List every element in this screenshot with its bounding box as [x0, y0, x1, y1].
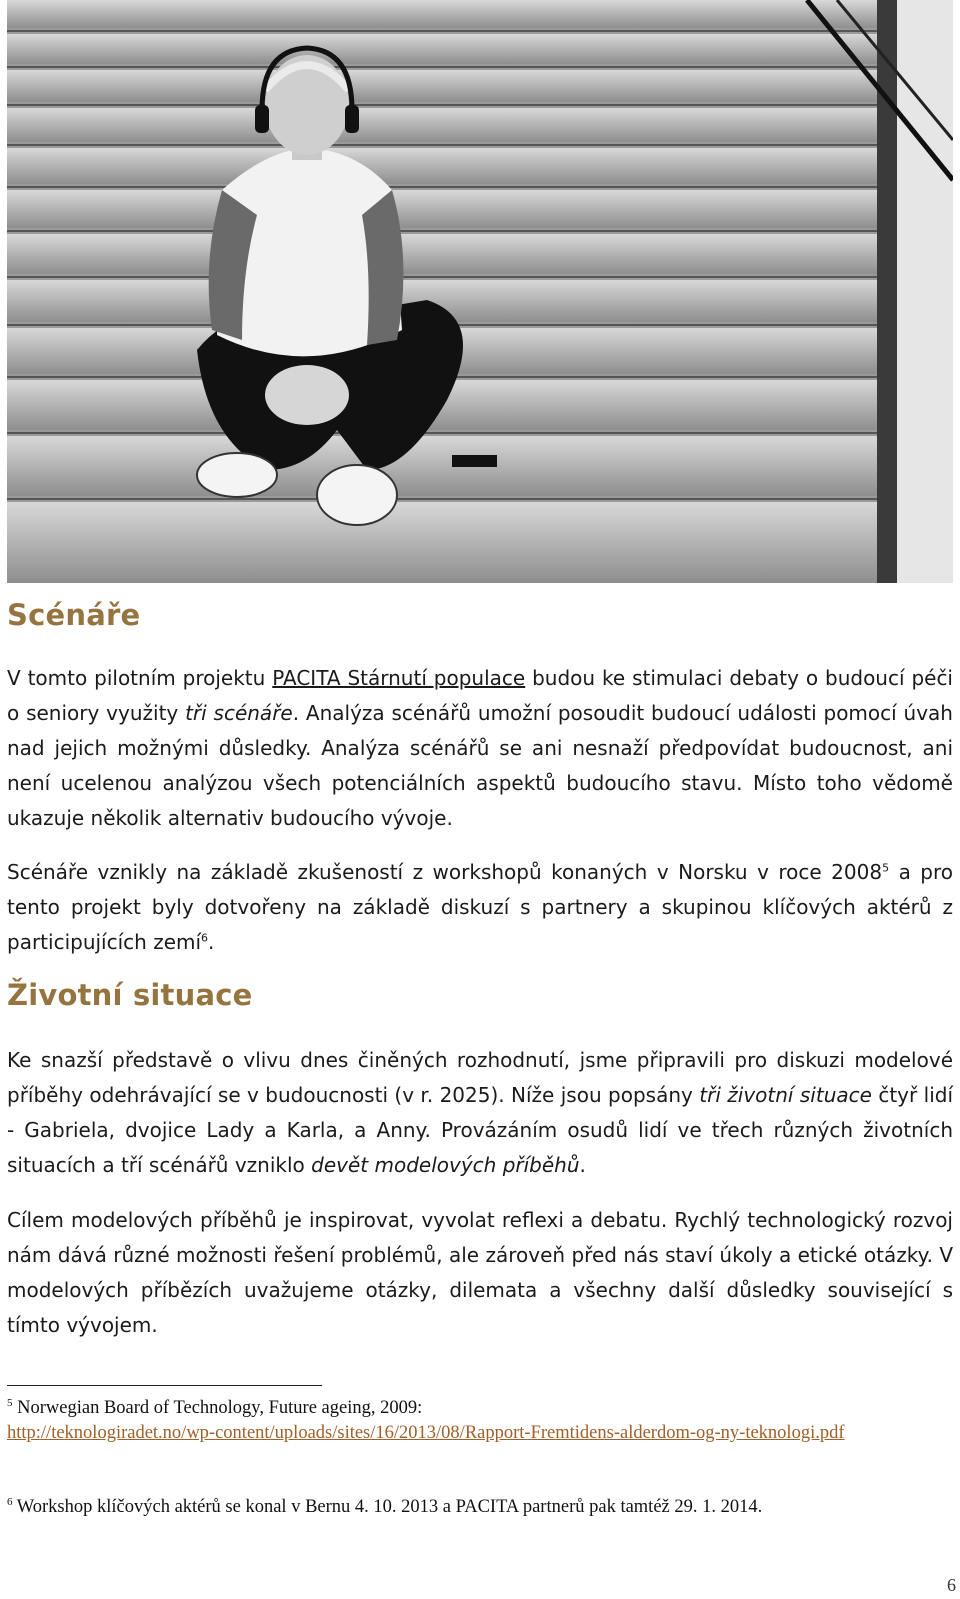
footnote-number-5: 5	[7, 1396, 13, 1409]
footnote-ref-6[interactable]: 6	[201, 931, 209, 945]
text-run: budou ke stimulaci debaty o budoucí péči o seniory využity	[7, 666, 953, 725]
heading-scenarios: Scénáře	[7, 598, 141, 632]
text-run: čtyř lidí - Gabriela, dvojice Lady a Karla, a Anny. Provázáním osudů lidí ve třech různých životních situacích a tří scénářů vzniklo	[7, 1083, 953, 1177]
text-run: .	[208, 930, 215, 954]
footnote-6	[7, 1495, 953, 1520]
footnote-ref-5[interactable]: 5	[882, 861, 890, 875]
text-run: V tomto pilotním projektu	[7, 666, 273, 690]
paragraph-origin	[7, 855, 953, 960]
hero-photo	[7, 0, 953, 583]
text-run: Cílem modelových příběhů je inspirovat, vyvolat reflexi a debatu. Rychlý technologický rozvoj nám dává různé možnosti řešení problémů, ale zároveň před nás staví úkoly a etické otázky. V modelových příbězích uvažujeme otázky, dilemata a všechny další důsledky související s tímto vývojem.	[7, 1208, 953, 1337]
heading-life-situations: Životní situace	[7, 978, 253, 1012]
footnote-5-url-link[interactable]: http://teknologiradet.no/wp-content/uploads/sites/16/2013/08/Rapport-Fremtidens-alderdom-og-ny-teknologi.pdf	[7, 1423, 845, 1443]
text-run: Scénáře vznikly na základě zkušeností z workshopů konaných v Norsku v roce 2008	[7, 860, 883, 884]
text-run: a pro tento projekt byly dotvořeny na základě diskuzí s partnery a skupinou klíčových aktérů z participujících zemí	[7, 860, 954, 954]
footnote-text: Norwegian Board of Technology, Future ageing, 2009:	[12, 1398, 423, 1418]
paragraph-goal	[7, 1203, 953, 1343]
footnote-number-6: 6	[7, 1495, 13, 1508]
text-run: .	[579, 1153, 586, 1177]
paragraph-life-situations	[7, 1043, 953, 1183]
emphasis-nine-stories: devět modelových příběhů	[311, 1153, 580, 1177]
pacita-link[interactable]: PACITA Stárnutí populace	[272, 666, 526, 690]
page-number: 6	[947, 1575, 956, 1595]
text-run: . Analýza scénářů umožní posoudit budoucí události pomocí úvah nad jejich možnými důsledky. Analýza scénářů se ani nesnaží předpovídat budoucnost, ani není ucelenou analýzou všech potenciálních aspektů budoucího stavu. Místo toho vědomě ukazuje několik alternativ budoucího vývoje.	[7, 701, 953, 830]
paragraph-intro	[7, 661, 953, 836]
emphasis-three-scenarios: tři scénáře	[185, 701, 293, 725]
footnote-text: Workshop klíčových aktérů se konal v Bernu 4. 10. 2013 a PACITA partnerů pak tamtéž 29. 1. 2014.	[12, 1497, 763, 1517]
photo-elderly-man-on-stairs	[7, 0, 953, 583]
footnote-divider	[7, 1385, 322, 1386]
footnote-5	[7, 1396, 953, 1446]
text-run: Ke snazší představě o vlivu dnes činěných rozhodnutí, jsme připravili pro diskuzi modelové příběhy odehrávající se v budoucnosti (v r. 2025). Níže jsou popsány	[7, 1048, 953, 1107]
emphasis-three-life-situations: tři životní situace	[699, 1083, 872, 1107]
